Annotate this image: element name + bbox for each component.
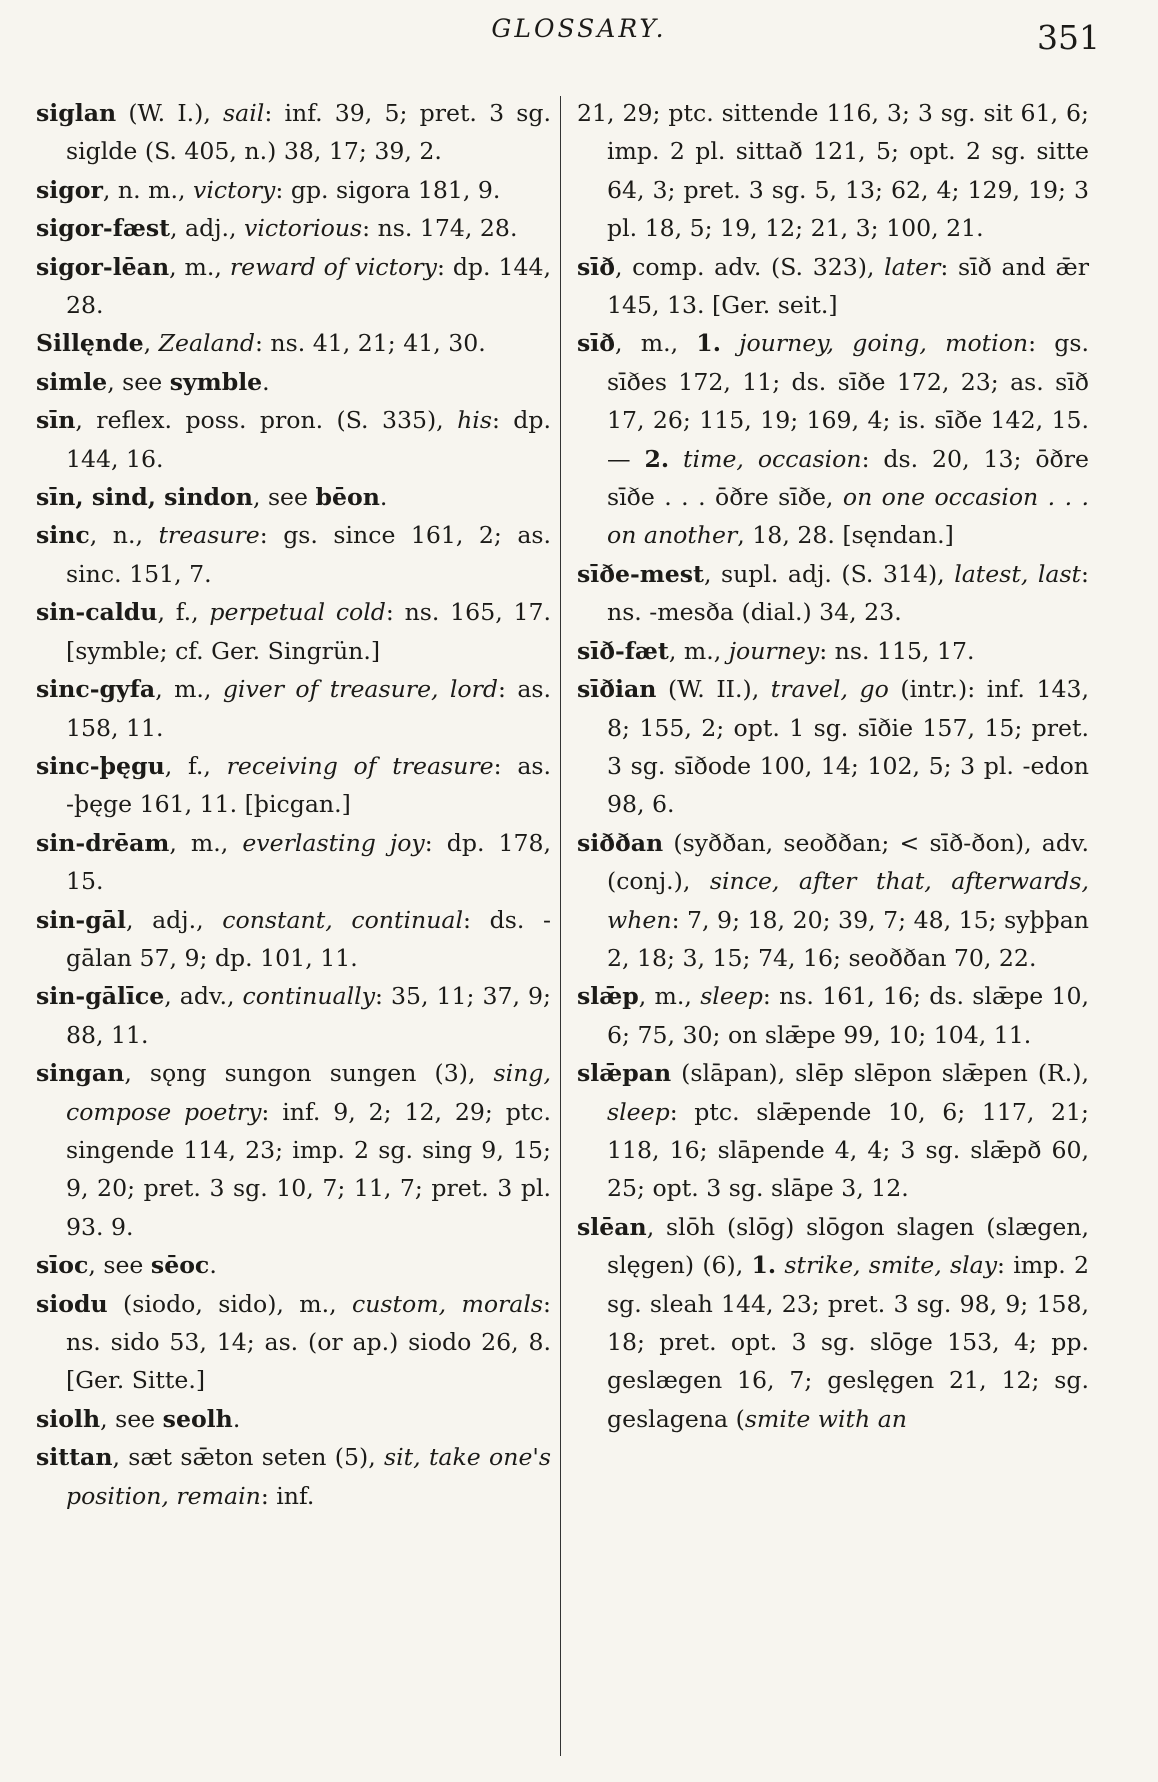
entry-text: : inf. (260, 1481, 315, 1510)
glossary-entry (577, 977, 1089, 1054)
entry-text: , f., (164, 751, 227, 780)
gloss: Zealand (158, 329, 255, 358)
glossary-entry (577, 94, 1089, 248)
glossary-entry (36, 363, 551, 401)
gloss: perpetual cold (209, 598, 386, 627)
glossary-entry (577, 555, 1089, 632)
gloss: custom, morals (352, 1289, 544, 1318)
entry-text: (syððan, seoððan; < sīð-ðon), adv. (conj.), (607, 828, 1089, 896)
glossary-entry (36, 1438, 551, 1515)
entry-text: , see (252, 483, 316, 512)
gloss: victorious (244, 214, 363, 243)
headword: Sillęnde (36, 329, 144, 358)
glossary-entry (36, 824, 551, 901)
headword: siodu (36, 1289, 108, 1318)
entry-text: , supl. adj. (S. 314), (703, 559, 955, 588)
entry-text: , adv., (164, 982, 243, 1011)
gloss: victory (193, 175, 276, 204)
glossary-entry (36, 94, 551, 171)
entry-text: : ns. -mesða (dial.) 34, 23. (607, 559, 1089, 627)
entry-text: (intr.): inf. 143, 8; 155, 2; opt. 1 sg. sīðie 157, 15; pret. 3 sg. sīðode 100, 14; 102, 5; 3 pl. -edon 98, 6. (607, 675, 1089, 819)
entry-text: : inf. 39, 5; pret. 3 sg. siglde (S. 405, n.) 38, 17; 39, 2. (66, 99, 552, 166)
entry-text: , reflex. poss. pron. (S. 335), (75, 406, 458, 435)
glossary-entry (36, 977, 551, 1054)
headword: sīðe-mest (577, 559, 704, 588)
entry-text: : ns. 174, 28. (362, 214, 518, 243)
headword: 1. (751, 1251, 777, 1280)
gloss: treasure (158, 521, 260, 550)
glossary-entry (36, 1054, 551, 1246)
headword: slēan (577, 1212, 647, 1241)
glossary-entry (577, 324, 1089, 554)
entry-text: : ns. 161, 16; ds. slǣpe 10, 6; 75, 30; on slǣpe 99, 10; 104, 11. (607, 982, 1089, 1049)
entry-text: : imp. 2 sg. sleah 144, 23; pret. 3 sg. 98, 9; 158, 18; pret. opt. 3 sg. slōge 153, 4; pp. geslægen 16, 7; geslęgen 21, 12; sg. geslagena ( (607, 1251, 1090, 1433)
headword: bēon (315, 483, 380, 512)
entry-text: (W. I.), (116, 99, 224, 127)
headword: singan (36, 1059, 125, 1088)
headword: sin-drēam (36, 828, 170, 857)
entry-text: (slāpan), slēp slēpon slǣpen (R.), (671, 1059, 1089, 1088)
headword: sin-gālīce (36, 982, 165, 1011)
entry-text: : dp. 178, 15. (66, 828, 551, 896)
glossary-entry (577, 1208, 1089, 1438)
entry-text: , 18, 28. [sęndan.] (737, 521, 954, 550)
entry-text: : inf. 9, 2; 12, 29; ptc. singende 114, 23; imp. 2 sg. sing 9, 15; 9, 20; pret. 3 sg. 10, 7; 11, 7; pret. 3 pl. 93. 9. (66, 1097, 551, 1241)
glossary-entry (577, 1054, 1089, 1208)
glossary-entry (577, 824, 1089, 978)
headword: 1. (696, 329, 721, 358)
entry-text: , f., (157, 598, 210, 627)
headword: siglan (36, 99, 117, 127)
gloss: on one occasion . . . on another (607, 483, 1090, 550)
glossary-entry (36, 670, 551, 747)
glossary-entry (36, 401, 551, 478)
entry-text: , adj., (125, 905, 223, 934)
gloss: sit, take one's position, remain (66, 1443, 551, 1510)
entry-text: : ds. 20, 13; ōðre sīðe . . . ōðre sīðe, (607, 444, 1089, 512)
entry-text: : ns. sido 53, 14; as. (or ap.) siodo 26, 8. [Ger. Sitte.] (66, 1289, 551, 1395)
entry-text: : ptc. slǣpende 10, 6; 117, 21; 118, 16; slāpende 4, 4; 3 sg. slǣpð 60, 25; opt. 3 sg. slāpe 3, 12. (607, 1097, 1089, 1203)
headword: sīð (577, 329, 615, 358)
gloss: sleep (607, 1097, 670, 1126)
gloss: receiving of treasure (226, 751, 494, 780)
headword: sin-gāl (36, 905, 126, 934)
glossary-entry (36, 901, 551, 978)
gloss: sing, compose poetry (66, 1059, 551, 1126)
headword: slǣpan (577, 1059, 672, 1088)
entry-text: , comp. adv. (S. 323), (614, 252, 885, 281)
headword: sīð-fæt (577, 636, 669, 665)
entry-text: , see (88, 1251, 151, 1280)
glossary-entry (36, 209, 551, 247)
headword: simle (36, 367, 108, 396)
headword: sīð (577, 252, 615, 281)
gloss: everlasting joy (242, 828, 425, 857)
gloss: continually (242, 982, 376, 1011)
headword: sittan (36, 1443, 113, 1472)
entry-text: , sǫng sungon sungen (3), (124, 1059, 494, 1088)
gloss: journey (728, 636, 820, 665)
headword: sīoc (36, 1251, 89, 1280)
glossary-entry (36, 324, 551, 362)
glossary-entry (577, 632, 1089, 670)
glossary-entry (36, 171, 551, 209)
headword: sigor-fæst (36, 214, 171, 243)
entry-text: : dp. 144, 28. (66, 252, 551, 320)
headword: 2. (644, 444, 670, 473)
gloss: time, occasion (683, 444, 862, 473)
entry-text: : as. -þęge 161, 11. [þicgan.] (66, 751, 552, 819)
entry-text: , sæt sǣton seten (5), (112, 1443, 385, 1472)
gloss: constant, continual (222, 905, 464, 934)
entry-text: : gp. sigora 181, 9. (275, 175, 501, 204)
entry-text: , adj., (170, 214, 245, 243)
headword: sīn (36, 406, 76, 435)
entry-text: , (143, 329, 159, 358)
entry-text: , see (107, 367, 170, 396)
headword: sēoc (150, 1251, 210, 1280)
glossary-entry (36, 1285, 551, 1400)
headword: siððan (577, 828, 664, 857)
gloss: giver of treasure, lord (222, 675, 499, 704)
entry-text: , m., (614, 329, 697, 358)
gloss: strike, smite, slay (784, 1251, 998, 1280)
glossary-column-left (36, 94, 551, 1515)
entry-text (721, 329, 739, 357)
entry-text: , m., (169, 252, 230, 281)
entry-text: , m., (638, 982, 701, 1011)
gloss: sail (223, 99, 265, 127)
entry-text: : as. 158, 11. (66, 675, 552, 742)
glossary-column-right (577, 94, 1089, 1438)
gloss: latest, last (954, 559, 1082, 588)
headword: sinc-gyfa (36, 675, 156, 704)
entry-text: , m., (155, 675, 223, 704)
entry-text: : ns. 165, 17. [symble; cf. Ger. Singrün.] (66, 598, 551, 665)
gloss: reward of victory (229, 252, 437, 281)
glossary-entry (577, 248, 1089, 325)
glossary-entry (36, 747, 551, 824)
entry-text: : ns. 115, 17. (819, 636, 975, 665)
glossary-entry (36, 248, 551, 325)
glossary-entry (36, 1246, 551, 1284)
gloss: journey, going, motion (739, 329, 1029, 358)
entry-text: , m., (169, 828, 243, 857)
entry-text: . (262, 367, 270, 396)
headword: sinc (36, 521, 90, 550)
entry-text: . (232, 1404, 241, 1433)
headword: sīn, sind, sindon (36, 483, 253, 512)
entry-text: : gs. sīðes 172, 11; ds. sīðe 172, 23; as. sīð 17, 26; 115, 19; 169, 4; is. sīðe 142, 15. — (607, 329, 1089, 473)
entry-text (669, 445, 683, 473)
headword: sigor (36, 175, 103, 204)
headword: siolh (36, 1404, 101, 1433)
entry-text: : sīð and ǣr 145, 13. [Ger. seit.] (607, 252, 1089, 320)
entry-text: , slōh (slōg) slōgon slagen (slægen, slęgen) (6), (607, 1212, 1089, 1280)
entry-text: (siodo, sido), m., (107, 1289, 353, 1318)
headword: seolh (162, 1404, 233, 1433)
entry-text: , see (100, 1404, 163, 1433)
gloss: travel, go (770, 675, 889, 704)
entry-text: , n. m., (102, 175, 193, 204)
page-number: 351 (1037, 18, 1100, 57)
entry-text: : ds. -gālan 57, 9; dp. 101, 11. (66, 905, 552, 972)
page-header: GLOSSARY. (491, 14, 667, 43)
glossary-entry (577, 670, 1089, 824)
headword: symble (169, 367, 263, 396)
headword: slǣp (577, 982, 639, 1011)
entry-text: (W. II.), (656, 675, 771, 704)
glossary-entry (36, 593, 551, 670)
gloss: his (457, 406, 492, 435)
glossary-entry (36, 478, 551, 516)
glossary-entry (36, 516, 551, 593)
headword: sigor-lēan (36, 252, 170, 281)
entry-text: , m., (668, 636, 729, 665)
gloss: later (884, 252, 941, 281)
column-divider (560, 96, 561, 1756)
headword: sinc-þęgu (36, 751, 165, 780)
gloss: sleep (700, 982, 763, 1011)
headword: sin-caldu (36, 598, 158, 627)
glossary-entry (36, 1400, 551, 1438)
entry-text: 21, 29; ptc. sittende 116, 3; 3 sg. sit 61, 6; imp. 2 pl. sittað 121, 5; opt. 2 sg. sitte 64, 3; pret. 3 sg. 5, 13; 62, 4; 129, 19; 3 pl. 18, 5; 19, 12; 21, 3; 100, 21. (577, 99, 1089, 243)
entry-text: : 7, 9; 18, 20; 39, 7; 48, 15; syþþan 2, 18; 3, 15; 74, 16; seoððan 70, 22. (607, 905, 1089, 972)
headword: sīðian (577, 675, 657, 704)
entry-text: : gs. since 161, 2; as. sinc. 151, 7. (66, 521, 551, 588)
gloss: smite with an (744, 1404, 907, 1433)
entry-text: . (209, 1251, 217, 1280)
entry-text: , n., (89, 521, 159, 550)
entry-text: . (379, 483, 388, 512)
entry-text: : 35, 11; 37, 9; 88, 11. (66, 982, 551, 1049)
entry-text: : ns. 41, 21; 41, 30. (254, 329, 486, 358)
entry-text: : dp. 144, 16. (66, 406, 551, 473)
gloss: since, after that, afterwards, when (607, 867, 1089, 934)
